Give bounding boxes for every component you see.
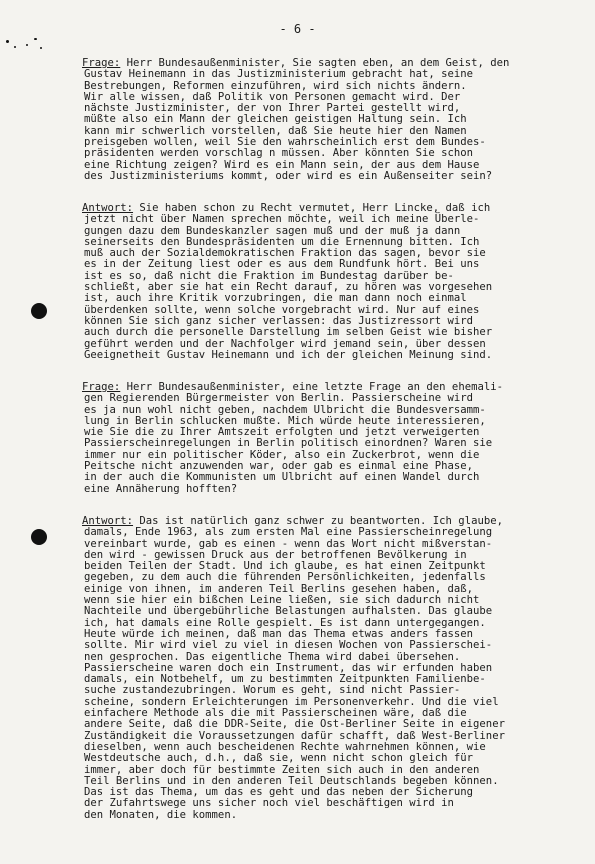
text-line: eine Richtung zeigen? Wird es ein Mann sein, der aus dem Hause — [84, 158, 480, 171]
text-line: den Monaten, die kommen. — [84, 808, 238, 821]
scan-speck — [6, 40, 9, 43]
text-line: Bestrebungen, Reformen einzuführen, wird sich nichts ändern. — [84, 79, 467, 92]
text-line: gegeben, zu dem auch die führenden Persönlichkeiten, jedenfalls — [84, 571, 486, 584]
speaker-label: Antwort: — [82, 515, 134, 527]
text-line: Teil Berlins und in den anderen Teil Deutschlands begeben können. — [84, 774, 499, 787]
text-line: es in der Zeitung liest oder es aus dem Rundfunk hört. Bei uns — [84, 258, 480, 271]
text-line: gen Regierenden Bürgermeister von Berlin. Passierscheine wird — [84, 392, 474, 405]
text-line: nächste Justizminister, der von Ihrer Partei gestellt wird, — [84, 102, 461, 115]
text-line: immer, aber doch für bestimmte Zeiten sich auch in den anderen — [84, 763, 480, 776]
scan-speck — [40, 47, 42, 49]
text-line: Wir alle wissen, daß Politik von Personen gemacht wird. Der — [84, 90, 461, 103]
scan-speck — [34, 38, 37, 40]
text-line: sollte. Mir wird viel zu viel in diesen Wochen von Passierschei- — [84, 639, 493, 652]
text-line: seinerseits den Bundespräsidenten um die Ernennung bitten. Ich — [84, 235, 480, 248]
text-line: muß auch der Sozialdemokratischen Fraktion das sagen, bevor sie — [84, 247, 486, 260]
speaker-label: Frage: — [82, 381, 121, 393]
interview-answer — [84, 516, 564, 821]
text-line: beiden Teilen der Stadt. Und ich glaube, es hat einen Zeitpunkt — [84, 560, 486, 573]
text-line: damals, ein Notbehelf, um zu bestimmten Zeitpunkten Familienbe- — [84, 673, 486, 686]
text-line: suche zustandezubringen. Worum es geht, sind nicht Passier- — [84, 684, 461, 697]
text-line: vereinbart wurde, gab es einen - wenn das Wort nicht mißverstan- — [84, 537, 493, 550]
interview-question — [84, 382, 564, 495]
text-line: überdenken sollte, wenn solche vorgebracht wird. Nur auf eines — [84, 303, 480, 316]
text-line: Nachteile und übergebührliche Belastungen aufhalsten. Das glaube — [84, 605, 493, 618]
line-text: Sie haben schon zu Recht vermutet, Herr Lincke, daß ich — [133, 202, 491, 214]
text-line: kann mir schwerlich vorstellen, daß Sie heute hier den Namen — [84, 124, 467, 137]
text-line: andere Seite, daß die DDR-Seite, die Ost-Berliner Seite in eigener — [84, 718, 505, 731]
text-line: ich, hat damals eine Rolle gespielt. Es ist dann untergegangen. — [84, 616, 486, 629]
text-line: ist es so, daß nicht die Fraktion im Bundestag darüber be- — [84, 269, 454, 282]
text-line: geführt werden und der Nachfolger wird jemand sein, über dessen — [84, 337, 486, 350]
text-line: den wird - gewissen Druck aus der betroffenen Bevölkerung in — [84, 548, 467, 561]
text-line: immer nur ein politischer Köder, also ein Zuckerbrot, wenn die — [84, 448, 480, 461]
text-line: ist, auch ihre Kritik vorzubringen, die man dann noch einmal — [84, 292, 467, 305]
text-line: gungen dazu dem Bundeskanzler sagen muß und der muß ja dann — [84, 224, 461, 237]
page-number: - 6 - — [279, 22, 316, 36]
interview-question — [84, 58, 564, 182]
speaker-label: Frage: — [82, 57, 121, 69]
interview-answer — [84, 203, 564, 361]
text-line: es ja nun wohl nicht geben, nachdem Ulbricht die Bundesversamm- — [84, 403, 486, 416]
text-line: wenn sie hier ein bißchen Leine ließen, sie sich dadurch nicht — [84, 594, 480, 607]
text-line: Das ist das Thema, um das es geht und das neben der Sicherung — [84, 786, 474, 799]
text-line: Heute würde ich meinen, daß man das Thema etwas anders fassen — [84, 627, 474, 640]
text-line: in der auch die Kommunisten um Ulbricht auf einen Wandel durch — [84, 471, 480, 484]
text-line: Zuständigkeit die Voraussetzungen dafür schafft, daß West-Berliner — [84, 729, 505, 742]
speaker-label: Antwort: — [82, 202, 134, 214]
text-line: preisgeben wollen, weil Sie den wahrscheinlich erst dem Bundes- — [84, 136, 486, 149]
text-line: Passierscheine waren doch ein Instrument, das wir erfunden haben — [84, 661, 493, 674]
scan-speck — [26, 44, 28, 46]
text-line: schließt, aber sie hat ein Recht darauf, zu hören was vorgesehen — [84, 281, 493, 294]
scan-speck — [14, 46, 16, 48]
text-line: Westdeutsche auch, d.h., daß sie, wenn nicht schon gleich für — [84, 752, 474, 765]
text-line: der Zufahrtswege uns sicher noch viel beschäftigen wird in — [84, 797, 454, 810]
text-line: damals, Ende 1963, als zum ersten Mal eine Passierscheinregelung — [84, 526, 493, 539]
text-line: dieselben, wenn auch bescheidenen Rechte wahrnehmen können, wie — [84, 740, 486, 753]
text-line: Passierscheinregelungen in Berlin politisch einordnen? Waren sie — [84, 437, 493, 450]
text-line: jetzt nicht über Namen sprechen möchte, weil ich meine Überle- — [84, 213, 480, 226]
text-line: des Justizministeriums kommt, oder wird es ein Außenseiter sein? — [84, 169, 493, 182]
line-text: Herr Bundesaußenminister, eine letzte Frage an den ehemali- — [120, 381, 503, 393]
text-line: wie Sie die zu Ihrer Amtszeit erfolgten und jetzt verweigerten — [84, 426, 480, 439]
text-line: müßte also ein Mann der gleichen geistigen Haltung sein. Ich — [84, 113, 467, 126]
text-line: präsidenten werden vorschlag n müssen. Aber könnten Sie schon — [84, 147, 474, 160]
punch-hole — [31, 529, 47, 545]
text-line: einfachere Methode als die mit Passierscheinen wäre, daß die — [84, 707, 467, 720]
text-line: nen gesprochen. Das eigentliche Thema wird dabei übersehen. — [84, 650, 461, 663]
text-line: eine Annäherung hofften? — [84, 482, 238, 495]
line-text: Herr Bundesaußenminister, Sie sagten eben, an dem Geist, den — [120, 57, 510, 69]
text-line: auch durch die personelle Darstellung im selben Geist wie bisher — [84, 326, 493, 339]
text-line: können Sie sich ganz sicher verlassen: das Justizressort wird — [84, 314, 474, 327]
text-line: einige von ihnen, im anderen Teil Berlins gesehen haben, daß, — [84, 582, 474, 595]
text-line: Peitsche nicht anzuwenden war, oder gab es einmal eine Phase, — [84, 460, 474, 473]
line-text: Das ist natürlich ganz schwer zu beantworten. Ich glaube, — [133, 515, 503, 527]
text-line: lung in Berlin schlucken mußte. Mich würde heute interessieren, — [84, 414, 486, 427]
text-line: Geeignetheit Gustav Heinemann und ich der gleichen Meinung sind. — [84, 348, 493, 361]
text-line: Gustav Heinemann in das Justizministerium gebracht hat, seine — [84, 68, 474, 81]
punch-hole — [31, 303, 47, 319]
text-line: scheine, sondern Erleichterungen im Personenverkehr. Und die viel — [84, 695, 499, 708]
